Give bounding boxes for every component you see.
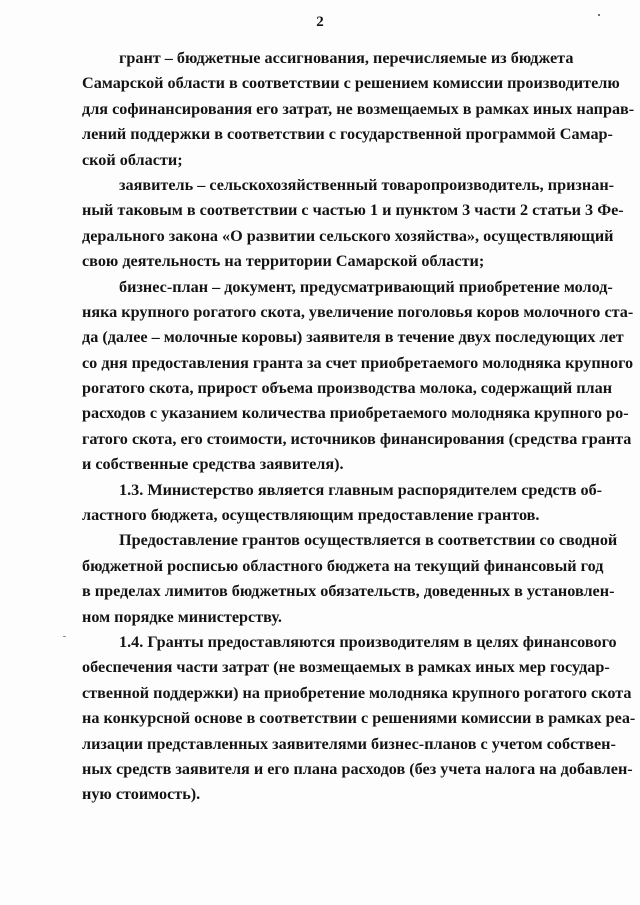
paragraph: [82, 46, 635, 173]
paragraph: [82, 528, 618, 630]
paragraph-line: Предоставление грантов осуществляется в соответствии со сводной: [119, 531, 618, 550]
paragraph-line: лизации представленных заявителями бизнес-планов с учетом собствен-: [82, 734, 616, 753]
paragraph-line: обеспечения части затрат (не возмещаемых в рамках иных мер государ-: [82, 658, 610, 677]
paragraph-line: свою деятельность на территории Самарской области;: [82, 252, 485, 271]
paragraph-line: ном порядке министерству.: [82, 607, 282, 626]
paragraph-line: 1.3. Министерство является главным распорядителем средств об-: [119, 480, 603, 499]
paragraph-line: в пределах лимитов бюджетных обязательств, доведенных в установлен-: [82, 582, 615, 601]
paragraph: [82, 478, 603, 529]
paragraph-line: дерального закона «О развитии сельского хозяйства», осуществляющий: [82, 226, 614, 245]
paragraph-line: расходов с указанием количества приобретаемого молодняка крупного ро-: [82, 404, 629, 423]
paragraph-line: ской области;: [82, 150, 183, 169]
paragraph-line: для софинансирования его затрат, не возмещаемых в рамках иных направ-: [82, 99, 635, 118]
page-number: 2: [316, 14, 324, 30]
paragraph-line: ный таковым в соответствии с частью 1 и пунктом 3 части 2 статьи 3 Фе-: [82, 201, 624, 220]
paragraph: [82, 173, 624, 275]
paragraph-line: бизнес-план – документ, предусматривающий приобретение молод-: [119, 277, 613, 296]
paragraph-line: лений поддержки в соответствии с государственной программой Самар-: [82, 125, 613, 144]
paragraph-line: гатого скота, его стоимости, источников финансирования (средства гранта: [82, 429, 632, 448]
paragraph-line: ластного бюджета, осуществляющим предоставление грантов.: [82, 506, 540, 525]
paragraph-line: грант – бюджетные ассигнования, перечисляемые из бюджета: [119, 49, 574, 67]
paragraph-line: ных средств заявителя и его плана расходов (без учета налога на добавлен-: [82, 759, 633, 778]
paragraph-line: на конкурсной основе в соответствии с решениями комиссии в рамках реа-: [82, 709, 636, 728]
paragraph-line: 1.4. Гранты предоставляются производителям в целях финансового: [119, 632, 617, 651]
scan-artifact-mark: [598, 14, 600, 16]
paragraph-line: и собственные средства заявителя).: [82, 455, 344, 474]
paragraph: [82, 275, 634, 478]
paragraph-line: со дня предоставления гранта за счет приобретаемого молодняка крупного: [82, 353, 634, 372]
paragraph-line: заявитель – сельскохозяйственный товаропроизводитель, признан-: [119, 175, 615, 194]
paragraph-line: да (далее – молочные коровы) заявителя в течение двух последующих лет: [82, 328, 624, 347]
paragraph-line: бюджетной росписью областного бюджета на текущий финансовый год: [82, 556, 604, 575]
paragraph-line: ную стоимость).: [82, 785, 201, 804]
document-body: [82, 46, 636, 808]
scan-artifact-mark: [63, 636, 66, 637]
paragraph-line: рогатого скота, прирост объема производства молока, содержащий план: [82, 379, 613, 398]
paragraph-line: ственной поддержки) на приобретение молодняка крупного рогатого скота: [82, 683, 632, 702]
paragraph-line: няка крупного рогатого скота, увеличение поголовья коров молочного ста-: [82, 302, 634, 321]
paragraph-line: Самарской области в соответствии с решением комиссии производителю: [82, 74, 620, 93]
paragraph: [82, 630, 636, 808]
